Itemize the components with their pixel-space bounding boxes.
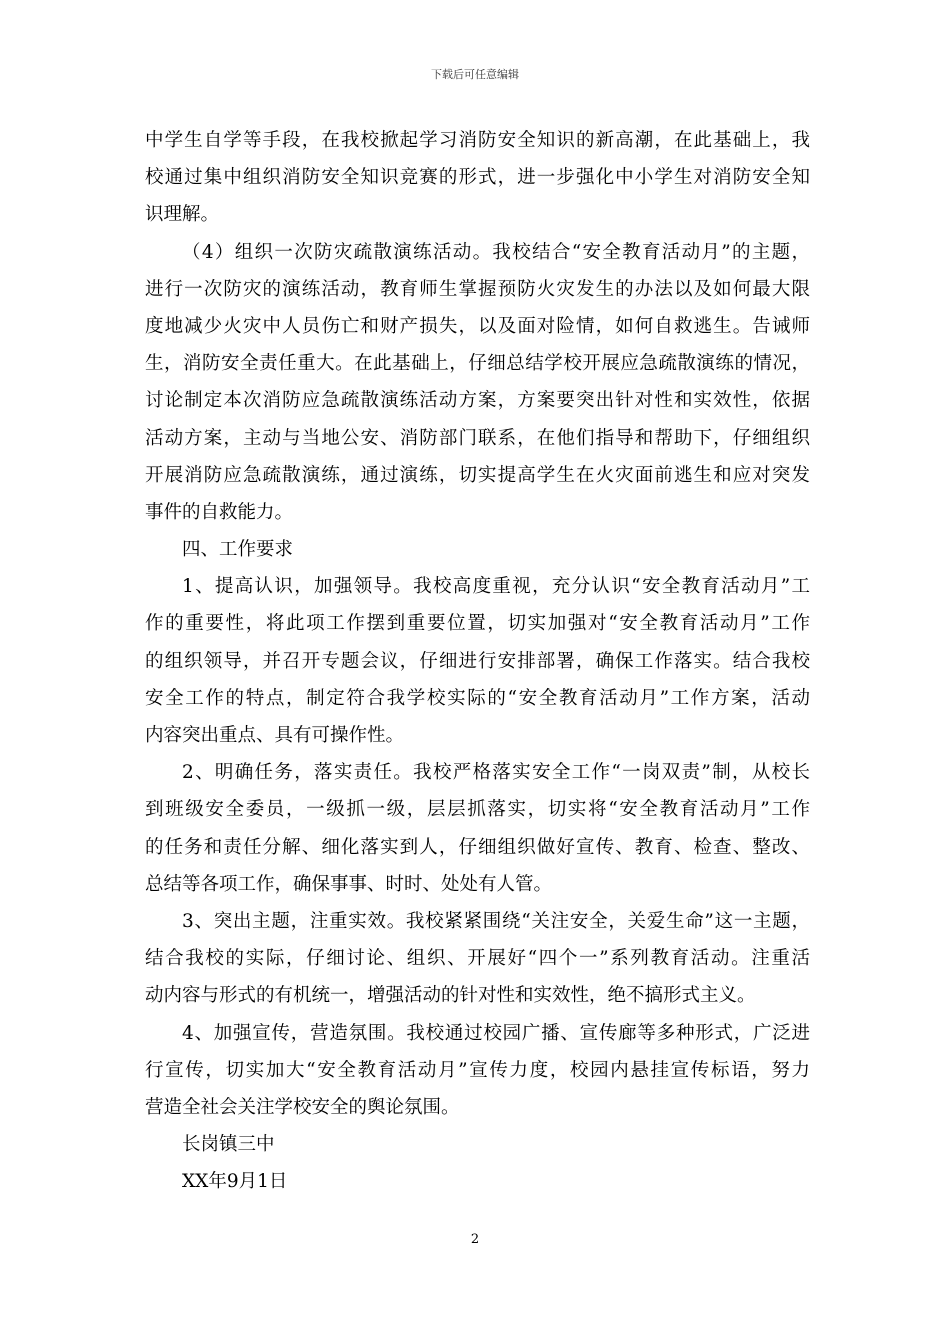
- paragraph-line: 的组织领导，并召开专题会议，仔细进行安排部署，确保工作落实。结合我校: [145, 650, 810, 672]
- signature-line: 长岗镇三中: [182, 1134, 275, 1156]
- document-body: [145, 122, 810, 1200]
- paragraph-line: 1、提高认识，加强领导。我校高度重视，充分认识“安全教育活动月”工: [182, 576, 810, 598]
- paragraph-requirement-1: [145, 568, 810, 754]
- signature-date: [145, 1163, 810, 1200]
- page-header-note: 下载后可任意编辑: [431, 68, 519, 81]
- paragraph-quiz-continuation: [145, 122, 810, 234]
- paragraph-line: 动内容与形式的有机统一，增强活动的针对性和实效性，绝不搞形式主义。: [145, 985, 756, 1007]
- paragraph-line: 的任务和责任分解、细化落实到人，仔细组织做好宣传、教育、检查、整改、: [145, 836, 810, 858]
- paragraph-line: 到班级安全委员，一级抓一级，层层抓落实，切实将“安全教育活动月”工作: [145, 799, 810, 821]
- paragraph-line: 讨论制定本次消防应急疏散演练活动方案，方案要突出针对性和实效性，依据: [145, 390, 810, 412]
- paragraph-line: 2、明确任务，落实责任。我校严格落实安全工作“一岗双责”制，从校长: [182, 762, 810, 784]
- paragraph-line: 校通过集中组织消防安全知识竞赛的形式，进一步强化中小学生对消防安全知: [145, 167, 810, 189]
- paragraph-line: 结合我校的实际，仔细讨论、组织、开展好“四个一”系列教育活动。注重活: [145, 948, 810, 970]
- paragraph-line: 进行一次防灾的演练活动，教育师生掌握预防火灾发生的办法以及如何最大限: [145, 278, 810, 300]
- paragraph-line: 度地减少火灾中人员伤亡和财产损失，以及面对险情，如何自救逃生。告诫师: [145, 315, 810, 337]
- paragraph-line: 生，消防安全责任重大。在此基础上，仔细总结学校开展应急疏散演练的情况，: [145, 353, 810, 375]
- paragraph-line: 4、加强宣传，营造氛围。我校通过校园广播、宣传廊等多种形式，广泛进: [182, 1022, 810, 1044]
- paragraph-requirement-3: [145, 903, 810, 1015]
- paragraph-line: 作的重要性，将此项工作摆到重要位置，切实加强对“安全教育活动月”工作: [145, 613, 810, 635]
- section-heading: 四、工作要求: [182, 539, 294, 561]
- paragraph-line: 事件的自救能力。: [145, 501, 294, 523]
- paragraph-line: 营造全社会关注学校安全的舆论氛围。: [145, 1096, 460, 1118]
- paragraph-line: 中学生自学等手段，在我校掀起学习消防安全知识的新高潮，在此基础上，我: [145, 130, 810, 151]
- paragraph-line: 内容突出重点、具有可操作性。: [145, 725, 405, 746]
- paragraph-requirement-4: [145, 1015, 810, 1127]
- paragraph-line: 行宣传，切实加大“安全教育活动月”宣传力度，校园内悬挂宣传标语，努力: [145, 1059, 810, 1081]
- paragraph-line: 安全工作的特点，制定符合我学校实际的“安全教育活动月”工作方案，活动: [145, 687, 810, 709]
- paragraph-requirement-2: [145, 754, 810, 903]
- date-line: XX年9月1日: [182, 1171, 288, 1193]
- paragraph-line: 活动方案，主动与当地公安、消防部门联系，在他们指导和帮助下，仔细组织: [145, 427, 810, 449]
- paragraph-line: 总结等各项工作，确保事事、时时、处处有人管。: [145, 873, 553, 895]
- signature-school: [145, 1126, 810, 1163]
- paragraph-line: 开展消防应急疏散演练，通过演练，切实提高学生在火灾面前逃生和应对突发: [145, 464, 810, 486]
- paragraph-line: 3、突出主题，注重实效。我校紧紧围绕“关注安全，关爱生命”这一主题，: [182, 910, 810, 932]
- paragraph-line: 识理解。: [145, 204, 220, 226]
- page-number: 2: [470, 1232, 480, 1247]
- section-heading-work-requirements: [145, 531, 810, 568]
- paragraph-line: （4）组织一次防灾疏散演练活动。我校结合“安全教育活动月”的主题，: [182, 241, 810, 263]
- paragraph-evacuation-drill: [145, 234, 810, 532]
